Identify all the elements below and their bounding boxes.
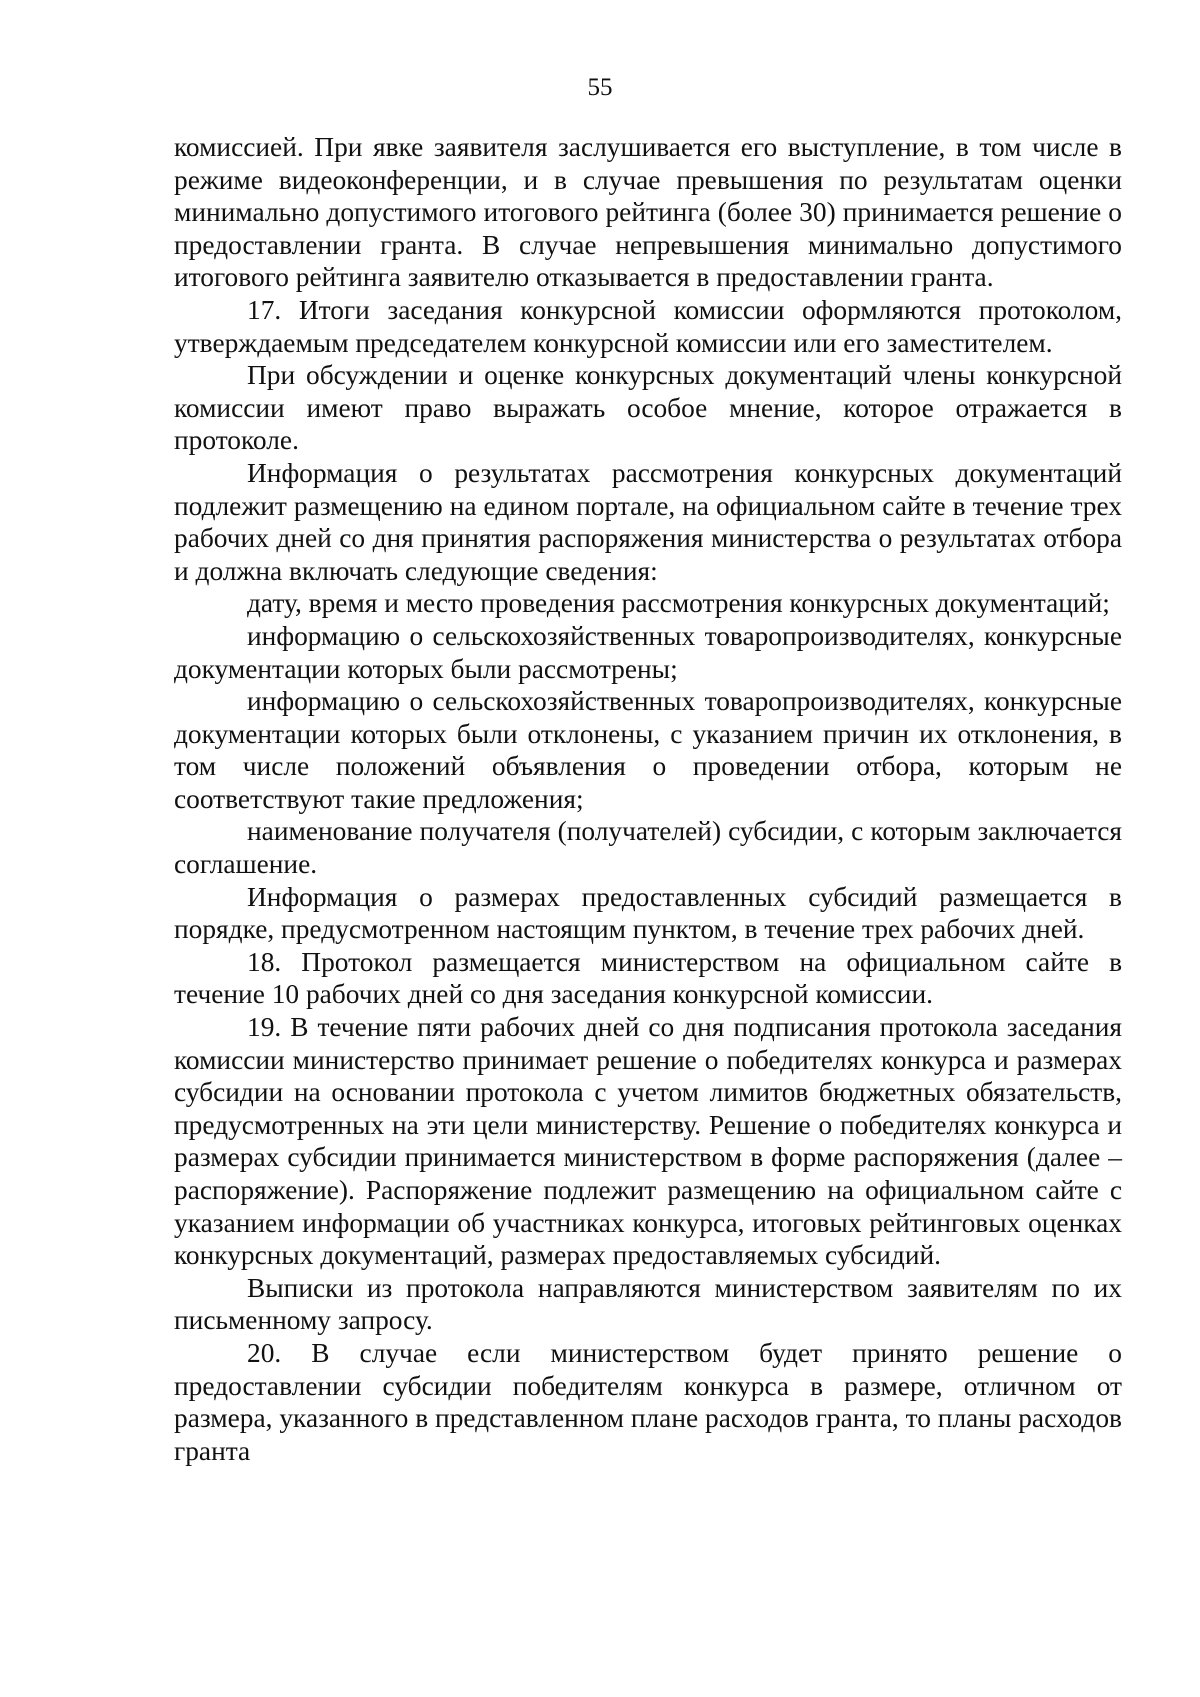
paragraph: дату, время и место проведения рассмотрения конкурсных документаций; bbox=[247, 588, 1110, 619]
paragraph: При обсуждении и оценке конкурсных документаций члены конкурсной комиссии имеют право выражать особое мнение, которое отражается в протоколе. bbox=[174, 360, 1122, 456]
paragraph: 19. В течение пяти рабочих дней со дня подписания протокола заседания комиссии министерство принимает решение о победителях конкурса и размерах субсидии на основании протокола с учетом лимитов бюджетных обязательств, предусмотренных на эти цели министерству. Решение о победителях конкурса и размерах субсидии принимается министерством в форме распоряжения (далее – распоряжение). Распоряжение подлежит размещению на официальном сайте с указанием информации об участниках конкурса, итоговых рейтинговых оценках конкурсных документаций, размерах предоставляемых субсидий. bbox=[174, 1012, 1122, 1271]
paragraph: комиссией. При явке заявителя заслушивается его выступление, в том числе в режиме видеоконференции, и в случае превышения по результатам оценки минимально допустимого итогового рейтинга (более 30) принимается решение о предоставлении гранта. В случае непревышения минимально допустимого итогового рейтинга заявителю отказывается в предоставлении гранта. bbox=[174, 132, 1122, 293]
paragraph: Информация о результатах рассмотрения конкурсных документаций подлежит размещению на едином портале, на официальном сайте в течение трех рабочих дней со дня принятия распоряжения министерства о результатах отбора и должна включать следующие сведения: bbox=[174, 457, 1122, 586]
paragraph: наименование получателя (получателей) субсидии, с которым заключается соглашение. bbox=[174, 816, 1122, 880]
paragraph: 20. В случае если министерством будет принято решение о предоставлении субсидии победителям конкурса в размере, отличном от размера, указанного в представленном плане расходов гранта, то планы расходов гранта bbox=[174, 1337, 1122, 1466]
paragraph: информацию о сельскохозяйственных товаропроизводителях, конкурсные документации которых были отклонены, с указанием причин их отклонения, в том числе положений объявления о проведении отбора, которым не соответствуют такие предложения; bbox=[174, 686, 1122, 814]
paragraph: 17. Итоги заседания конкурсной комиссии оформляются протоколом, утверждаемым председателем конкурсной комиссии или его заместителем. bbox=[174, 294, 1122, 358]
document-body bbox=[174, 131, 1122, 1467]
page-number: 55 bbox=[587, 74, 613, 101]
paragraph: Выписки из протокола направляются министерством заявителям по их письменному запросу. bbox=[174, 1272, 1122, 1336]
paragraph: Информация о размерах предоставленных субсидий размещается в порядке, предусмотренном настоящим пунктом, в течение трех рабочих дней. bbox=[174, 881, 1122, 945]
paragraph: информацию о сельскохозяйственных товаропроизводителях, конкурсные документации которых были рассмотрены; bbox=[174, 620, 1122, 684]
paragraph: 18. Протокол размещается министерством на официальном сайте в течение 10 рабочих дней со дня заседания конкурсной комиссии. bbox=[174, 946, 1122, 1010]
